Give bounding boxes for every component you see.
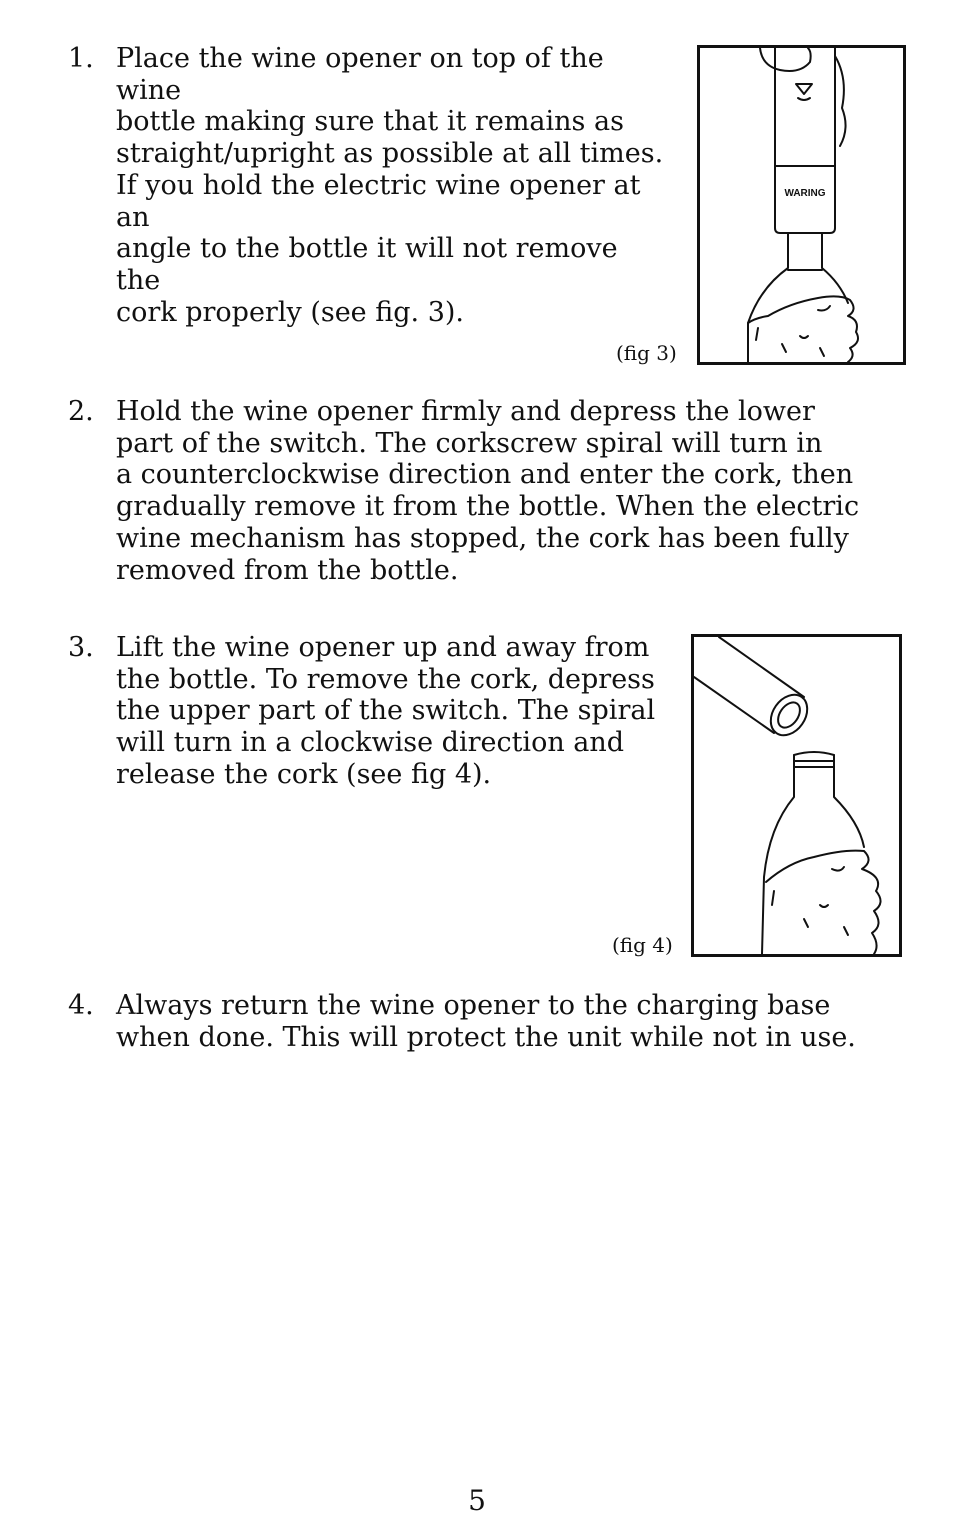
step-number: 3.	[68, 632, 94, 663]
step-text: Hold the wine opener firmly and depress the lower part of the switch. The corkscrew spiral will turn in a counterclockwise direction and enter the cork, then gradually remove it from the bottle. When the electric wine mechanism has stopped, the cork has been fully removed from the bottle.	[116, 396, 860, 586]
page-number: 5	[468, 1484, 486, 1517]
figure-3-illustration	[697, 45, 906, 365]
figure-3-caption: (fig 3)	[616, 341, 677, 365]
figure-4-caption: (fig 4)	[612, 933, 673, 957]
step-text: Place the wine opener on top of the wine bottle making sure that it remains as straight/upright as possible at all times. If you hold the electric wine opener at an angle to the bottle it will not remove the cork properly (see fig. 3).	[116, 43, 664, 328]
step-text: Lift the wine opener up and away from the bottle. To remove the cork, depress the upper part of the switch. The spiral will turn in a clockwise direction and release the cork (see fig 4).	[116, 632, 656, 790]
step-text: Always return the wine opener to the charging base when done. This will protect the unit while not in use.	[116, 990, 856, 1053]
figure-4-illustration	[691, 634, 902, 957]
wine-opener-on-bottle-drawing	[700, 48, 903, 362]
brand-logo-text: WARING	[784, 188, 826, 199]
step-number: 2.	[68, 396, 94, 427]
opener-lifted-from-bottle-drawing	[694, 637, 899, 954]
step-number: 1.	[68, 43, 94, 74]
step-number: 4.	[68, 990, 94, 1021]
